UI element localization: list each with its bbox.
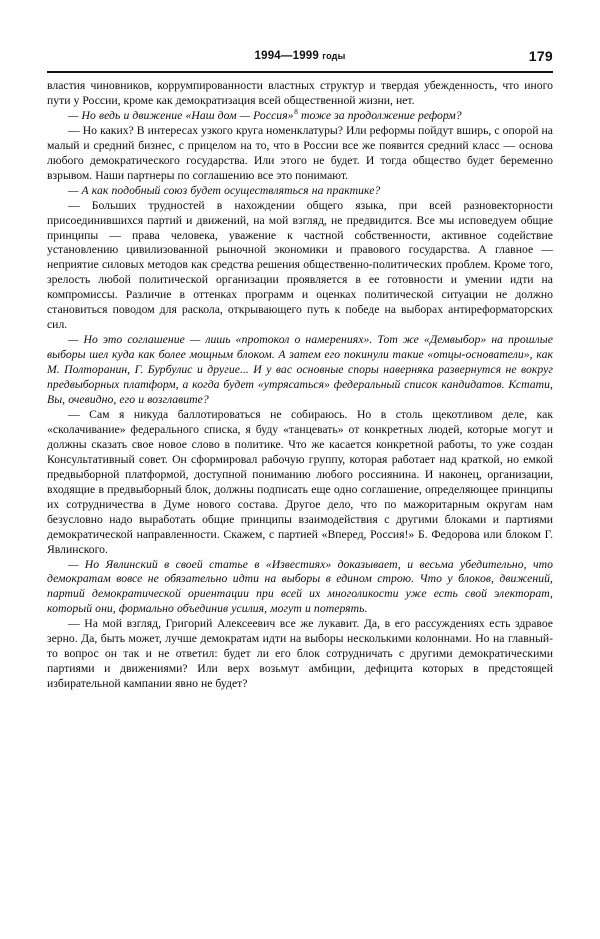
paragraph-question	[47, 109, 553, 124]
paragraph-question: — Но Явлинский в своей статье в «Известиях» доказывает, и весьма убедительно, что демократам вовсе не обязательно идти на выборы в едином строю. Что у блоков, движений, партий демократической ориентации при всей их многоликости уже есть свой электорат, который они, формально объединив усилия, могут и потерять.	[47, 557, 553, 616]
paragraph: — Сам я никуда баллотироваться не собираюсь. Но в столь щекотливом деле, как «сколачивание» федерального списка, я буду «танцевать» от конкретных людей, которые могут и должны сказать свое новое слово в политике. Что же касается конкретной работы, то уже создан Консультативный совет. Он сформировал рабочую группу, которая работает над краткой, но емкой предвыборной платформой, доступной пониманию любого россиянина. И наконец, организации, входящие в предвыборный блок, должны подписать еще одно соглашение, определяющее принципы их сотрудничества в Думе нового состава. Другое дело, что по мажоритарным округам нам безусловно надо выработать общие принципы взаимодействия с другими блоками и партиями демократической направленности. Скажем, с партией «Вперед, Россия!» Б. Федорова или блоком Г. Явлинского.	[47, 407, 553, 556]
paragraph-text: — Но ведь и движение «Наш дом — Россия»	[68, 108, 294, 122]
paragraph: властия чиновников, коррумпированности властных структур и твердая убежденность, что иного пути у России, кроме как демократизация всей общественной жизни, нет.	[47, 79, 553, 107]
paragraph: — Больших трудностей в нахождении общего языка, при всей разновекторности присоединившихся партий и движений, на мой взгляд, не предвидится. Все мы исповедуем общие принципы — права человека, уважение к частной собственности, активное содействие установлению цивилизованной рыночной экономики и правового государства. А главное — неприятие силовых методов как средства решения общественно-политических проблем. Кроме того, зрелость любой политической организации проявляется в ее готовности и умении идти на компромиссы. Различие в оттенках программ и оценках политической ситуации не должно становиться поводом для раскола, открывающего путь к победе на выборах антиреформаторских сил.	[47, 198, 553, 332]
paragraph: — На мой взгляд, Григорий Алексеевич все же лукавит. Да, в его рассуждениях есть здравое зерно. Да, быть может, лучше демократам идти на выборы несколькими колоннами. Но на главный-то вопрос он так и не ответил: будет ли его блок сотрудничать с другими демократическими партиями и движениями? Или верх возьмут амбиции, дефицита которых в предстоящей избирательной кампании явно не будет?	[47, 617, 553, 691]
page-number: 179	[528, 48, 553, 64]
paragraph-question: — Но это соглашение — лишь «протокол о намерениях». Тот же «Демвыбор» на прошлые выборы шел куда как более мощным блоком. А затем его покинули такие «отцы-основатели», как М. Полторанин, Г. Бурбулис и другие... И у вас основные споры наверняка развернутся не вокруг предвыборных платформ, а когда будет «утрясаться» федеральный список кандидатов. Кстати, Вы, очевидно, его и возглавите?	[47, 333, 553, 407]
running-head	[47, 50, 553, 68]
header-rule	[47, 71, 553, 73]
running-head-title	[255, 50, 346, 62]
text-block	[47, 79, 553, 692]
paragraph-text-after: тоже за продолжение реформ?	[297, 108, 462, 122]
footnote-marker: 8	[294, 107, 298, 117]
paragraph: — Но каких? В интересах узкого круга номенклатуры? Или реформы пойдут вширь, с опорой на малый и средний бизнес, с прицелом на то, что в России все же появится средний класс — основа любого демократического государства. Или этого не будет. И тогда общество будет беременно взрывом. Наши партнеры по соглашению все это понимают.	[47, 123, 553, 182]
running-head-word: годы	[322, 51, 346, 61]
running-head-years: 1994—1999	[254, 50, 319, 62]
paragraph-question: — А как подобный союз будет осуществляться на практике?	[68, 183, 381, 197]
